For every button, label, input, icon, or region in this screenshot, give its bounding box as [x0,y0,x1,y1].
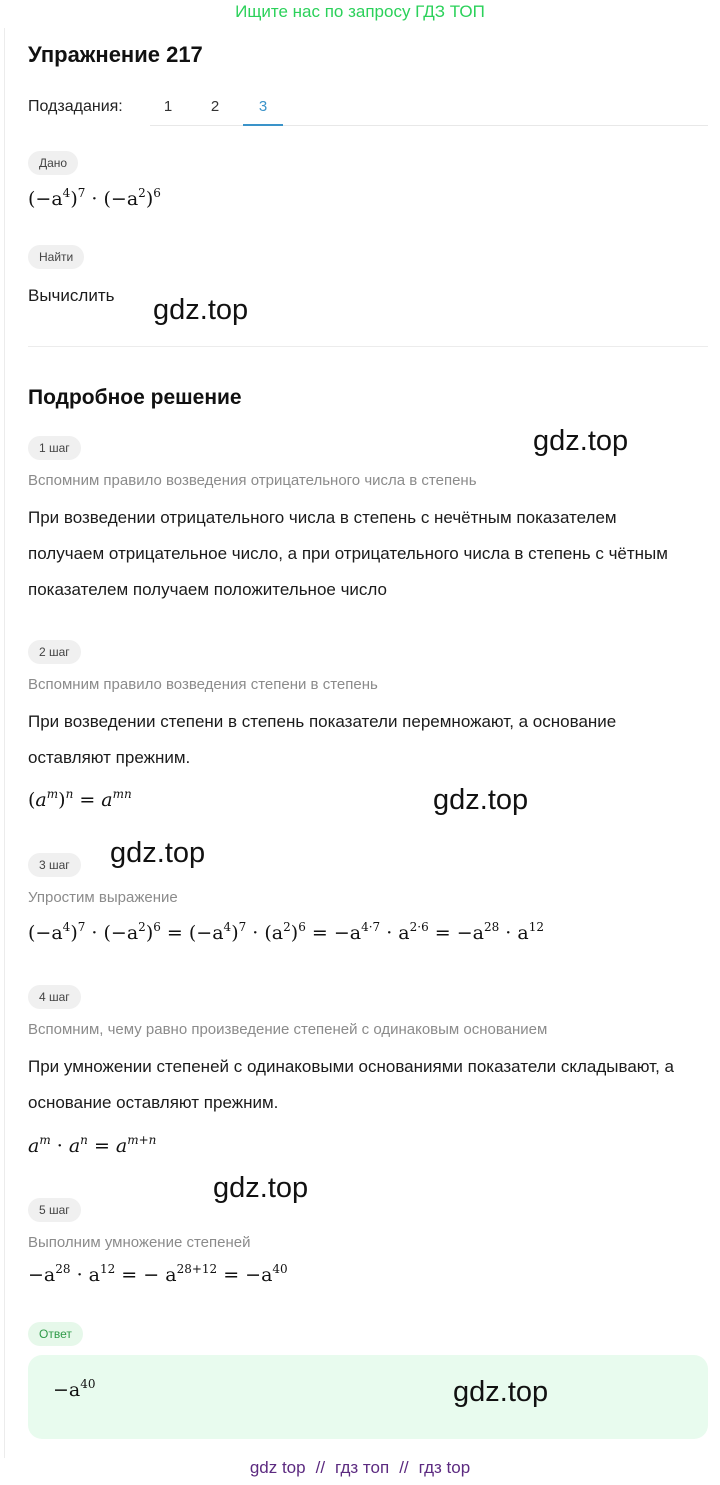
step-2-text: При возведении степени в степень показатели перемножают, а основание оставляют прежним. [28,712,617,767]
watermark-1: gdz.top [153,294,249,326]
left-border [4,28,5,1458]
step-5-formula: $-a^{28} \cdot a^{12}$ = − $a^{28+12} = -a^{40}$ [28,1262,288,1286]
answer-formula: $-a^{40}$ [53,1377,96,1401]
footer-separator-1: // [315,1458,326,1477]
step-1-hint: Вспомним правило возведения отрицательного числа в степень [28,472,477,489]
watermark-3: gdz.top [433,784,529,816]
step-5-hint: Выполним умножение степеней [28,1234,251,1251]
footer-links [0,1458,720,1478]
solution-title: Подробное решение [28,386,242,409]
footer-link-gdz-top-mixed[interactable]: гдз top [418,1458,471,1477]
step-1-text: При возведении отрицательного числа в степень с нечётным показателем получаем отрицательное число, а при отрицательного числа в степень с чётным показателем получаем положительное число [28,508,668,599]
watermark-2: gdz.top [533,425,629,457]
step-3-formula: $(-a^4)^7 \cdot (-a^2)^6 = (-a^4)^7 \cdot (a^2)^6 = -a^{4\cdot 7} \cdot a^{2\cdot 6} = -a^{28} \cdot a^{12}$ [28,920,544,944]
find-label: Найти [28,245,84,269]
footer-link-gdz-top[interactable]: gdz top [249,1458,306,1477]
find-text: Вычислить [28,286,115,305]
step-4-formula: $a^m \cdot a^n = a^{m+n}$ [28,1133,157,1157]
subtask-tab-1[interactable]: 1 [163,98,173,115]
subtask-tab-2[interactable]: 2 [210,98,220,115]
step-4-text: При умножении степеней с одинаковыми основаниями показатели складывают, а основание оставляют прежним. [28,1057,674,1112]
step-2-formula: $(a^m)^n = a^{mn}$ [28,787,132,811]
footer-separator-2: // [399,1458,409,1477]
step-2-label: 2 шаг [28,640,81,664]
page-title: Упражнение 217 [28,42,203,67]
section-divider [28,346,708,347]
answer-label: Ответ [28,1322,83,1346]
step-2-hint: Вспомним правило возведения степени в степень [28,676,378,693]
step-3-hint: Упростим выражение [28,889,178,906]
step-5-label: 5 шаг [28,1198,81,1222]
subtask-tab-3[interactable]: 3 [243,96,283,126]
step-4-label: 4 шаг [28,985,81,1009]
top-banner[interactable]: Ищите нас по запросу ГДЗ ТОП [235,2,485,21]
given-label: Дано [28,151,78,175]
step-3-label: 3 шаг [28,853,81,877]
subtasks-label: Подзадания: [28,98,123,115]
step-4-hint: Вспомним, чему равно произведение степеней с одинаковым основанием [28,1021,548,1038]
watermark-4: gdz.top [110,837,206,869]
footer-link-gdz-top-ru[interactable]: гдз топ [335,1458,390,1477]
step-1-label: 1 шаг [28,436,81,460]
answer-box [28,1355,708,1439]
watermark-5: gdz.top [213,1172,309,1204]
watermark-6: gdz.top [453,1376,549,1408]
given-formula: $(-a^4)^7 \cdot (-a^2)^6$ [28,186,161,210]
